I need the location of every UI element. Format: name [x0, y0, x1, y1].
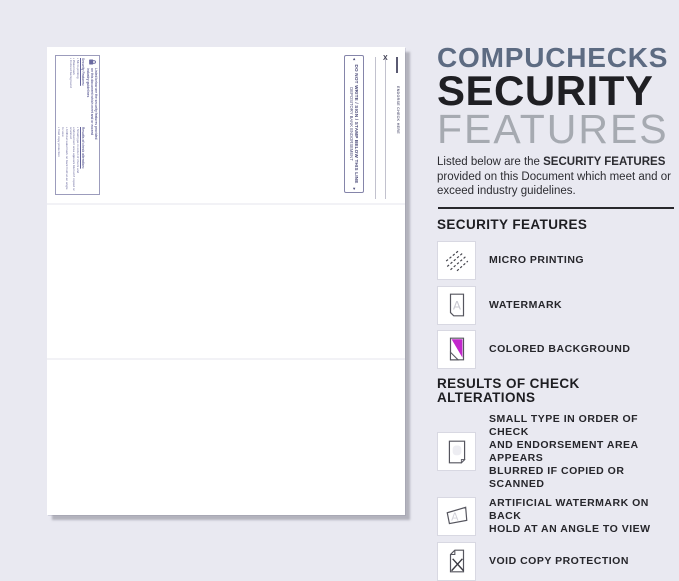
legend-item: • Micro printing — [75, 58, 79, 123]
intro-paragraph — [437, 155, 675, 199]
endorse-here-label: ENDORSE CHECK HERE — [396, 86, 400, 134]
blurred-document-icon — [437, 432, 476, 471]
micro-printing-icon — [437, 241, 476, 280]
legend-item: • Artificial watermark on back hold at an angle to view — [60, 127, 68, 192]
endorsement-line — [385, 57, 386, 199]
intro-bold: SECURITY FEATURES — [543, 156, 666, 168]
brand-name: COMPUCHECKS — [437, 42, 669, 73]
void-copy-icon — [437, 542, 476, 581]
feature-label-line: VOID COPY PROTECTION — [489, 554, 629, 567]
colored-background-icon — [437, 330, 476, 369]
feature-row-colored-background — [437, 330, 674, 369]
svg-text:A: A — [452, 298, 461, 313]
feature-label-line: ARTIFICIAL WATERMARK ON BACK — [489, 496, 649, 522]
security-legend-content — [56, 56, 99, 194]
alterations-heading: RESULTS OF CHECK ALTERATIONS — [437, 375, 580, 405]
alteration-row-artificial-watermark — [437, 497, 674, 536]
legend-security-column — [56, 58, 84, 123]
feature-label: WATERMARK — [489, 298, 563, 311]
legend-results-heading: Results of check alteration: — [80, 127, 85, 169]
legend-item: • Small type in order of check and endorsement area appears blurred if copied or scanned — [68, 127, 80, 192]
feature-label: MICRO PRINTING — [489, 253, 585, 266]
feature-label: COLORED BACKGROUND — [489, 342, 631, 355]
alteration-row-void-copy — [437, 542, 674, 581]
feature-label-line: HOLD AT AN ANGLE TO VIEW — [489, 522, 651, 535]
feature-label-line: BLURRED IF COPIED OR SCANNED — [489, 464, 625, 490]
legend-results-column — [56, 127, 84, 192]
arrow-right-icon: ► — [352, 187, 357, 191]
endorse-x-marker: X — [383, 55, 388, 62]
info-panel — [437, 44, 674, 581]
feature-row-micro-printing — [437, 241, 674, 280]
security-features-heading: SECURITY FEATURES — [437, 216, 588, 232]
do-not-write-strip — [344, 55, 364, 193]
do-not-write-line2: DEPOSITORY BANK ENDORSEMENT — [348, 87, 354, 161]
legend-security-heading: Security Features: — [80, 58, 85, 86]
security-legend-box — [55, 55, 100, 195]
do-not-write-line1: DO NOT WRITE / SIGN / STAMP BELOW THIS LINE — [354, 64, 360, 184]
svg-text:A: A — [450, 510, 459, 524]
divider-line — [438, 207, 674, 209]
alteration-row-small-type — [437, 413, 674, 491]
fold-line-bottom — [47, 358, 405, 360]
intro-prefix: Listed below are the — [437, 156, 544, 168]
legend-item: • Colored background — [68, 58, 72, 123]
check-back-page — [47, 47, 405, 515]
arrow-left-icon: ◄ — [352, 57, 357, 61]
page-subtitle: FEATURES — [437, 106, 669, 152]
legend-title: Listed below are the security features provided on this document which meet and or exceed industry guidelines — [86, 68, 98, 140]
angled-watermark-icon — [437, 497, 476, 536]
page-title: SECURITY — [437, 67, 654, 114]
fold-line-top — [47, 203, 405, 205]
endorse-here-bar — [396, 57, 398, 73]
feature-label-line: AND ENDORSEMENT AREA APPEARS — [489, 438, 639, 464]
endorsement-line — [375, 57, 376, 199]
legend-item: • Void copy protection — [56, 127, 60, 192]
watermark-icon — [437, 286, 476, 325]
padlock-icon — [86, 58, 97, 66]
feature-row-watermark — [437, 286, 674, 325]
intro-suffix: provided on this Document which meet and or exceed industry guidelines. — [437, 170, 671, 197]
legend-item: • Watermark — [72, 58, 76, 123]
feature-label-line: SMALL TYPE IN ORDER OF CHECK — [489, 412, 639, 438]
